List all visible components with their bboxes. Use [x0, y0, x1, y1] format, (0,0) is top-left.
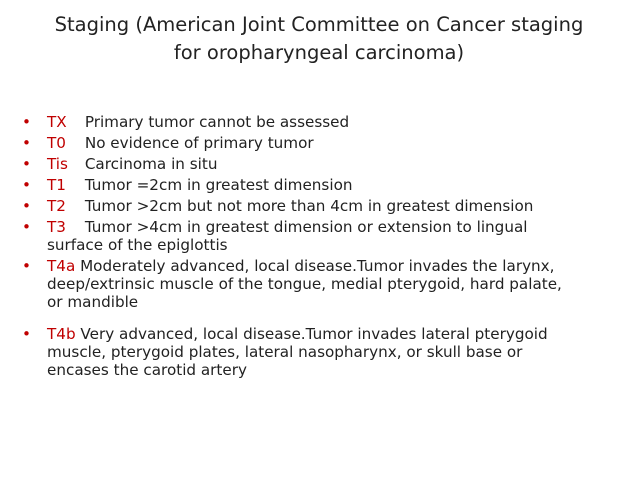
stage-description: Tumor =2cm in greatest dimension — [84, 176, 353, 194]
bullet-icon: • — [22, 197, 31, 215]
item-line — [47, 113, 622, 131]
stage-code: TX — [47, 113, 67, 131]
item-line — [47, 257, 622, 275]
stage-description: No evidence of primary tumor — [84, 134, 314, 152]
title-line-1: Staging (American Joint Committee on Cancer staging — [54, 13, 584, 36]
item-line — [47, 325, 622, 343]
item-line — [47, 218, 622, 236]
stage-description-continued: or mandible — [47, 293, 139, 311]
list-item — [22, 176, 622, 194]
item-line — [47, 197, 622, 215]
stage-code: T3 — [47, 218, 66, 236]
stage-description-continued: encases the carotid artery — [47, 361, 247, 379]
stage-description: Primary tumor cannot be assessed — [84, 113, 350, 131]
stage-code: T0 — [47, 134, 66, 152]
bullet-icon: • — [22, 134, 31, 152]
list-item — [22, 197, 622, 215]
list-item — [22, 218, 622, 254]
list-item — [22, 325, 622, 379]
title-line-2: for oropharyngeal carcinoma) — [173, 41, 465, 64]
stage-code: Tis — [47, 155, 68, 173]
list-item — [22, 155, 622, 173]
bullet-icon: • — [22, 325, 31, 343]
stage-description: Tumor >2cm but not more than 4cm in greatest dimension — [84, 197, 534, 215]
item-line — [47, 155, 622, 173]
slide-title — [20, 11, 618, 67]
stage-description-continued: surface of the epiglottis — [47, 236, 228, 254]
stage-description: Tumor >4cm in greatest dimension or extension to lingual — [84, 218, 528, 236]
list-item — [22, 134, 622, 152]
staging-list — [22, 113, 622, 382]
stage-code: T4a — [47, 257, 76, 275]
stage-code: T2 — [47, 197, 66, 215]
bullet-icon: • — [22, 257, 31, 275]
stage-description: Very advanced, local disease.Tumor invades lateral pterygoid — [80, 325, 548, 343]
bullet-icon: • — [22, 113, 31, 131]
bullet-icon: • — [22, 155, 31, 173]
list-item — [22, 257, 622, 311]
stage-code: T1 — [47, 176, 66, 194]
stage-description-continued: deep/extrinsic muscle of the tongue, medial pterygoid, hard palate, — [47, 275, 562, 293]
stage-code: T4b — [47, 325, 76, 343]
item-line — [47, 176, 622, 194]
stage-description: Moderately advanced, local disease.Tumor invades the larynx, — [80, 257, 555, 275]
stage-description: Carcinoma in situ — [84, 155, 218, 173]
bullet-icon: • — [22, 176, 31, 194]
bullet-icon: • — [22, 218, 31, 236]
list-item — [22, 113, 622, 131]
stage-description-continued: muscle, pterygoid plates, lateral nasopharynx, or skull base or — [47, 343, 523, 361]
item-line — [47, 134, 622, 152]
